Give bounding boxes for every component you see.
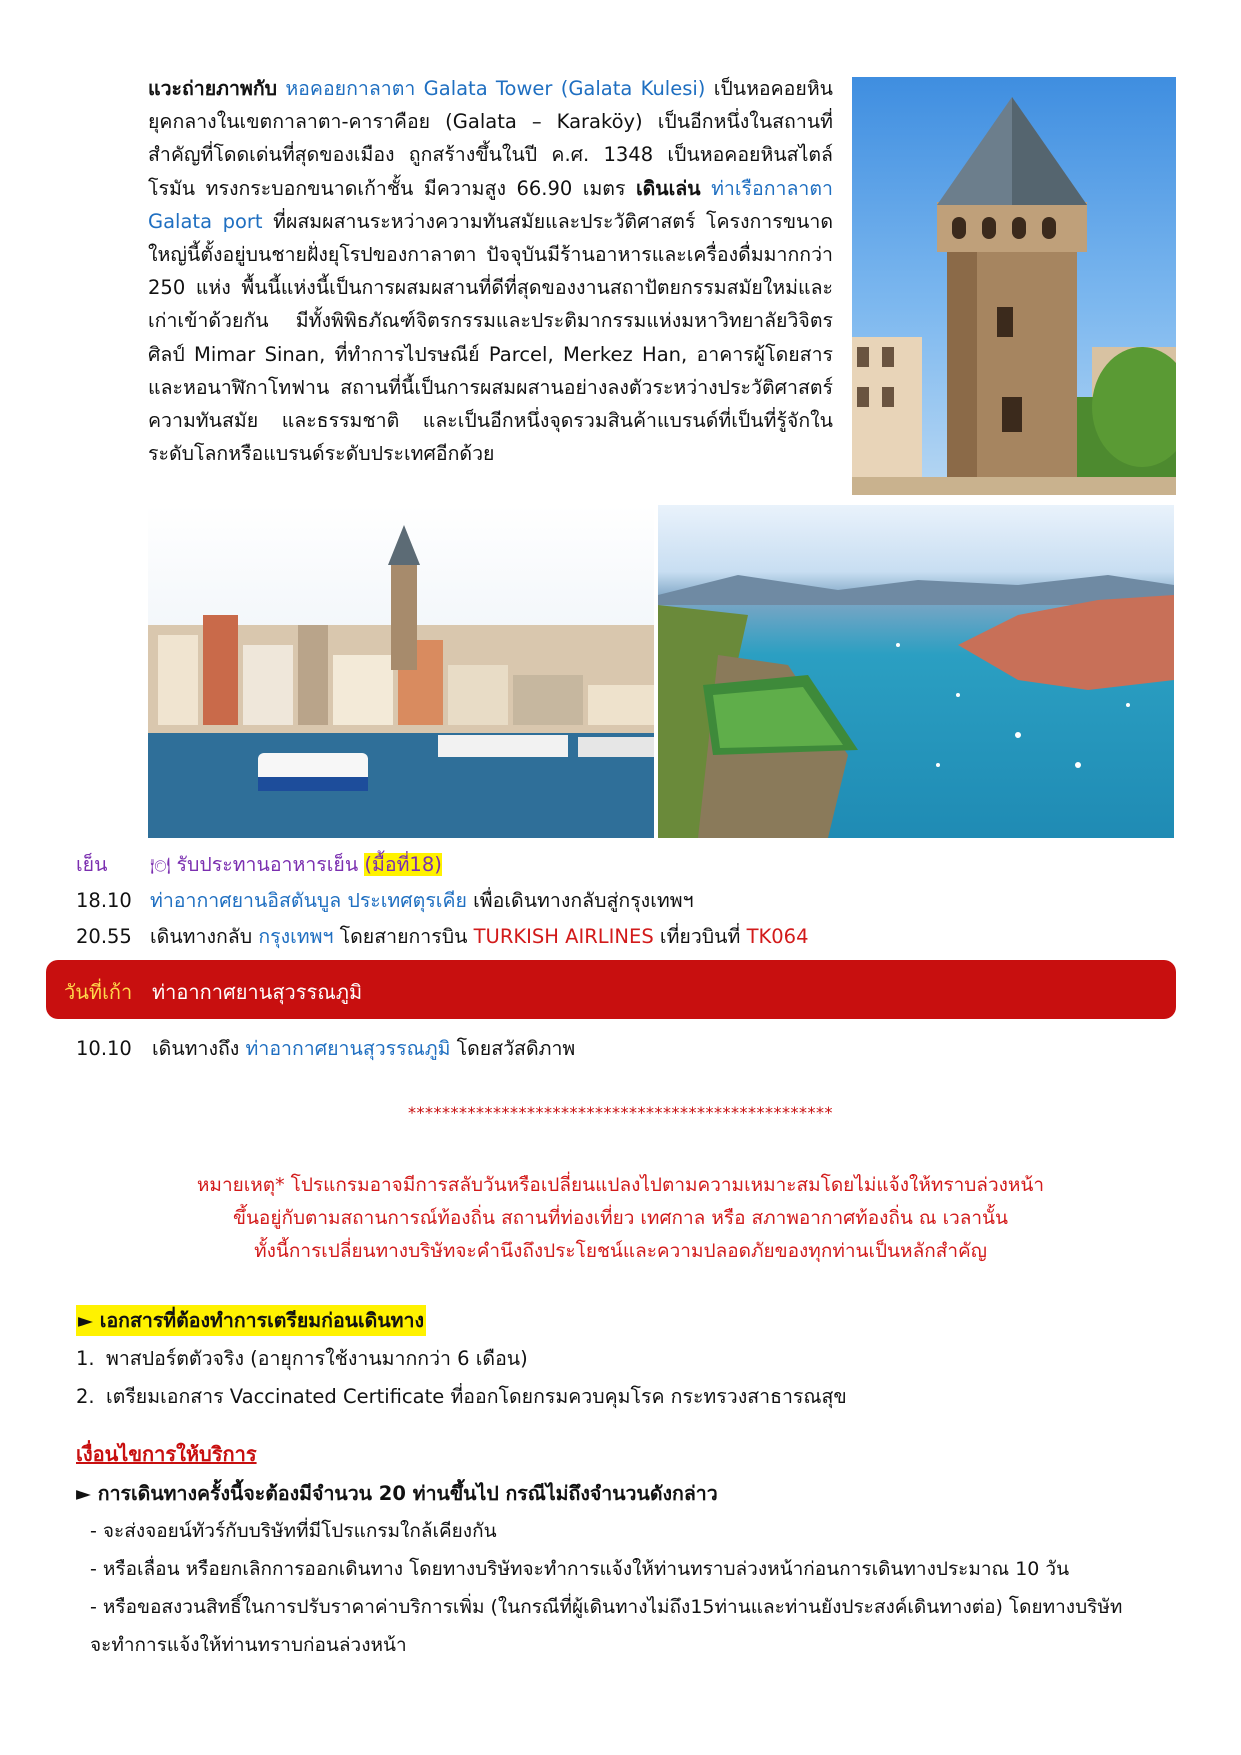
bangkok-link: กรุงเทพฯ [258, 925, 334, 948]
schedule-time-1810: 18.10 [76, 889, 132, 912]
bay-aerial-photo [658, 505, 1174, 838]
document-item [76, 1381, 847, 1412]
suvarnabhumi-airport: ท่าอากาศยานสุวรรณภูมิ [245, 1037, 451, 1060]
istanbul-airport: ท่าอากาศยานอิสตันบูล ประเทศตุรเคีย [150, 889, 467, 912]
condition-item: - หรือขอสงวนสิทธิ์ในการปรับราคาค่าบริการเพิ่ม (ในกรณีที่ผู้เดินทางไม่ถึง15ท่านและท่านยังประสงค์เดินทางต่อ) โดยทางบริษัท [90, 1596, 1123, 1618]
schedule-row-1810 [150, 888, 694, 914]
galata-skyline-photo [148, 505, 654, 838]
bay-aerial-illustration [658, 505, 1174, 838]
document-item-text: พาสปอร์ตตัวจริง (อายุการใช้งานมากกว่า 6 เดือน) [106, 1347, 528, 1370]
day-place: ท่าอากาศยานสุวรรณภูมิ [152, 980, 363, 1004]
galata-tower-illustration [852, 77, 1176, 495]
return-label: เดินทางกลับ [150, 925, 253, 948]
document-item [76, 1343, 528, 1374]
arrival-time: 10.10 [76, 1037, 132, 1060]
flight-number: TK064 [746, 925, 809, 948]
note-line-2: ขึ้นอยู่กับตามสถานการณ์ท้องถิ่น สถานที่ท่องเที่ยว เทศกาล หรือ สภาพอากาศท้องถิ่น ณ เวลานั้น [232, 1207, 1009, 1229]
intro-walk: เดินเล่น [635, 176, 701, 200]
flight-label: เที่ยวบินที่ [659, 925, 741, 948]
dinner-time: เย็น [76, 853, 108, 876]
dinner-icon: 🍽 [150, 856, 171, 875]
dinner-meal: (มื้อที่18) [364, 853, 442, 876]
schedule-time-2055: 20.55 [76, 925, 132, 948]
airline-label: โดยสายการบิน [339, 925, 468, 948]
arrival-row [152, 1036, 575, 1062]
document-item-text: เตรียมเอกสาร Vaccinated Certificate ที่ออกโดยกรมควบคุมโรค กระทรวงสาธารณสุข [106, 1385, 847, 1408]
condition-item: - จะส่งจอยน์ทัวร์กับบริษัทที่มีโปรแกรมใกล้เคียงกัน [90, 1520, 497, 1542]
intro-paragraph [148, 72, 833, 470]
galata-tower-photo [852, 77, 1176, 495]
note-line-1: หมายเหตุ* โปรแกรมอาจมีการสลับวันหรือเปลี่ยนแปลงไปตามความเหมาะสมโดยไม่แจ้งให้ทราบล่วงหน้า [196, 1174, 1045, 1196]
condition-item: - หรือเลื่อน หรือยกเลิกการออกเดินทาง โดยทางบริษัทจะทำการแจ้งให้ท่านทราบล่วงหน้าก่อนการเดินทางประมาณ 10 วัน [90, 1558, 1070, 1580]
galata-port-link: ท่าเรือกาลาตา Galata port [148, 176, 833, 233]
star-divider: ************************************************** [408, 1103, 833, 1122]
galata-tower-link: หอคอยกาลาตา Galata Tower (Galata Kulesi) [285, 77, 706, 100]
document-item-number: 2. [76, 1385, 95, 1408]
documents-title: ► เอกสารที่ต้องทำการเตรียมก่อนเดินทาง [76, 1305, 426, 1336]
arrival-safe: โดยสวัสดิภาพ [456, 1037, 576, 1060]
intro-lead: แวะถ่ายภาพกับ [148, 77, 278, 100]
conditions-lead: ► การเดินทางครั้งนี้จะต้องมีจำนวน 20 ท่านขึ้นไป กรณีไม่ถึงจำนวนดังกล่าว [76, 1482, 718, 1505]
intro-text-1: เป็นหอคอยหินยุคกลางในเขตกาลาตา-คาราคือย (Galata – Karaköy) เป็นอีกหนึ่งในสถานที่สำคัญที่โดดเด่นที่สุดของเมือง ถูกสร้างขึ้นในปี ค.ศ. 1348 เป็นหอคอยหินสไตล์โรมัน ทรงกระบอกขนาดเก้าชั้น มีความสูง 66.90 เมตร [148, 77, 834, 200]
schedule-row-2055 [150, 924, 809, 950]
dinner-row [76, 852, 107, 878]
day-label: วันที่เก้า [64, 980, 133, 1004]
return-text: เพื่อเดินทางกลับสู่กรุงเทพฯ [473, 889, 694, 912]
conditions-title: เงื่อนไขการให้บริการ [76, 1442, 257, 1466]
airline-name: TURKISH AIRLINES [473, 925, 654, 948]
intro-text-2: ที่ผสมผสานระหว่างความทันสมัยและประวัติศาสตร์ โครงการขนาดใหญ่นี้ตั้งอยู่บนชายฝั่งยุโรปของกาลาตา ปัจจุบันมีร้านอาหารและเครื่องดื่มมากกว่า 250 แห่ง พื้นนี้แห่งนี้เป็นการผสมผสานที่ดีที่สุดของงานสถาปัตยกรรมสมัยใหม่และเก่าเข้าด้วยกัน มีทั้งพิพิธภัณฑ์จิตรกรรมและประติมากรรมแห่งมหาวิทยาลัยวิจิตรศิลป์ Mimar Sinan, ที่ทำการไปรษณีย์ Parcel, Merkez Han, อาคารผู้โดยสาร และหอนาฬิกาโทฟาน สถานที่นี้เป็นการผสมผสานอย่างลงตัวระหว่างประวัติศาสตร์ ความทันสมัย และธรรมชาติ และเป็นอีกหนึ่งจุดรวมสินค้าแบรนด์ที่เป็นที่รู้จักในระดับโลกหรือแบรนด์ระดับประเทศอีกด้วย [148, 209, 833, 466]
dinner-text: รับประทานอาหารเย็น [176, 853, 359, 876]
galata-skyline-illustration [148, 505, 654, 838]
arrival-label: เดินทางถึง [152, 1037, 240, 1060]
document-item-number: 1. [76, 1347, 95, 1370]
condition-item: จะทำการแจ้งให้ท่านทราบก่อนล่วงหน้า [90, 1634, 407, 1656]
note-line-3: ทั้งนี้การเปลี่ยนทางบริษัทจะคำนึงถึงประโยชน์และความปลอดภัยของทุกท่านเป็นหลักสำคัญ [254, 1240, 987, 1262]
dinner-detail [150, 852, 442, 879]
day-header-bar [46, 960, 1176, 1019]
